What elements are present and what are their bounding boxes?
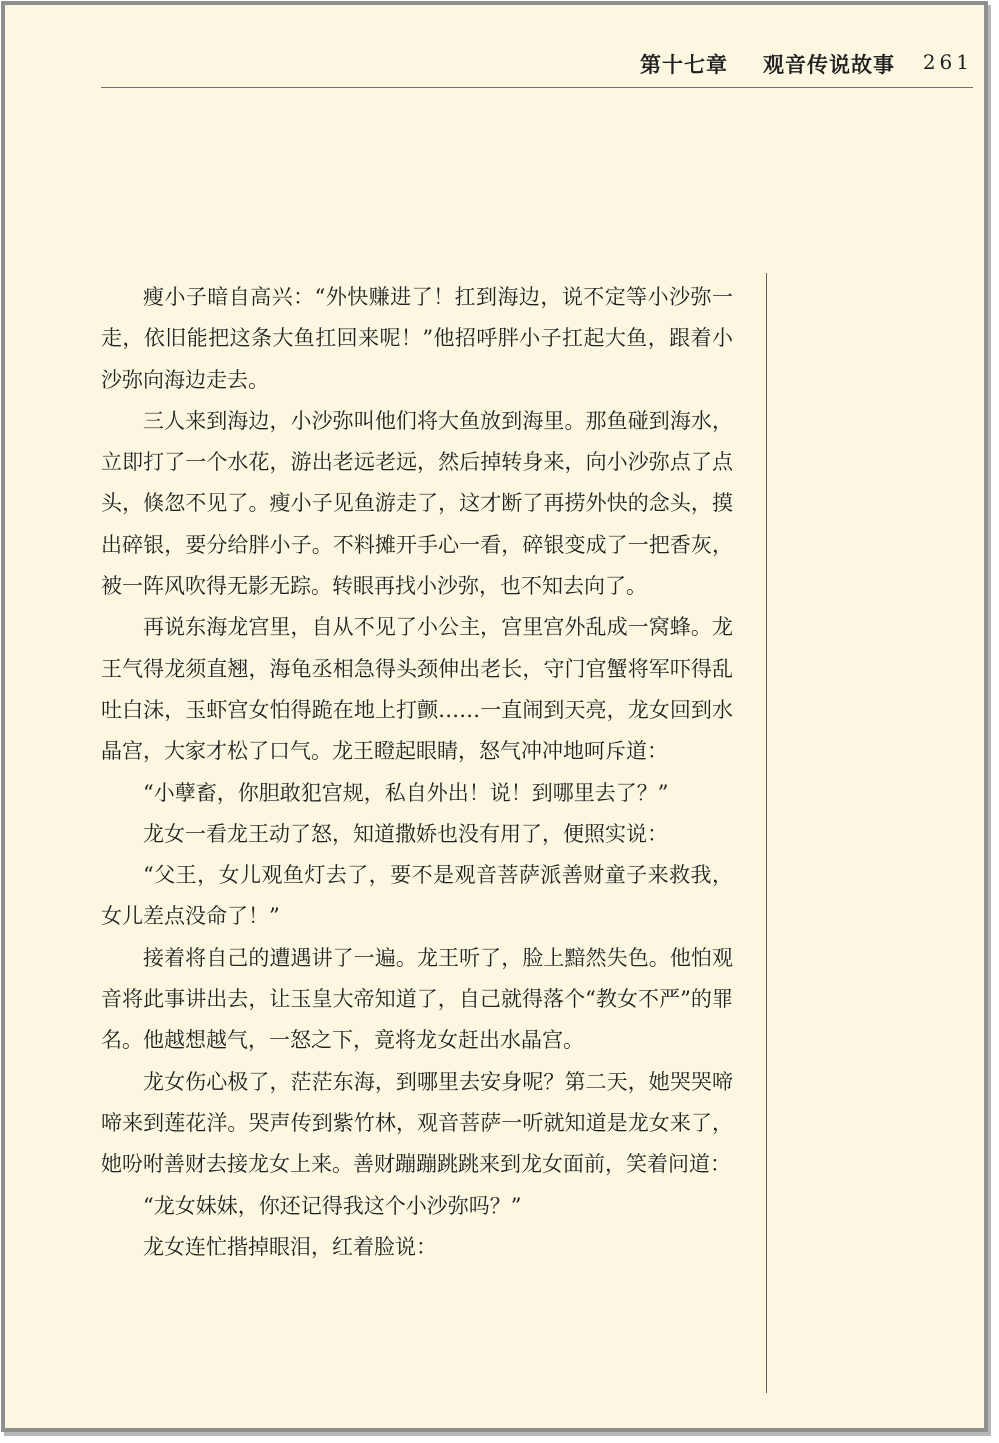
body-text: [101, 277, 733, 1268]
right-margin-rule: [766, 273, 767, 1393]
paragraph: 龙女连忙揩掉眼泪，红着脸说：: [143, 1234, 437, 1259]
chapter-title: 观音传说故事: [763, 52, 895, 77]
chapter-label: 第十七章: [640, 52, 728, 77]
dialogue-paragraph: “龙女妹妹，你还记得我这个小沙弥吗？”: [143, 1193, 522, 1218]
dialogue-paragraph: “父王，女儿观鱼灯去了，要不是观音菩萨派善财童子来救我，女儿差点没命了！”: [101, 863, 733, 929]
paragraph: 再说东海龙宫里，自从不见了小公主，宫里宫外乱成一窝蜂。龙王气得龙须直翘，海龟丞相急得头颈伸出老长，守门官蟹将军吓得乱吐白沫，玉虾宫女怕得跪在地上打颤……一直闹到天亮，龙女回到水晶宫，大家才松了口气。龙王瞪起眼睛，怒气冲冲地呵斥道：: [101, 615, 733, 764]
paragraph: 龙女一看龙王动了怒，知道撒娇也没有用了，便照实说：: [143, 821, 668, 846]
paragraph: 瘦小子暗自高兴：“外快赚进了！扛到海边，说不定等小沙弥一走，依旧能把这条大鱼扛回来呢！”他招呼胖小子扛起大鱼，跟着小沙弥向海边走去。: [101, 285, 733, 392]
page-number: 261: [922, 50, 973, 74]
dialogue-paragraph: “小孽畜，你胆敢犯宫规，私自外出！说！到哪里去了？”: [143, 780, 669, 805]
running-header: [5, 49, 973, 83]
paragraph: 三人来到海边，小沙弥叫他们将大鱼放到海里。那鱼碰到海水，立即打了一个水花，游出老远老远，然后掉转身来，向小沙弥点了点头，倏忽不见了。瘦小子见鱼游走了，这才断了再捞外快的念头，摸出碎银，要分给胖小子。不料摊开手心一看，碎银变成了一把香灰，被一阵风吹得无影无踪。转眼再找小沙弥，也不知去向了。: [101, 408, 733, 599]
book-page: [1, 1, 988, 1432]
paragraph: 接着将自己的遭遇讲了一遍。龙王听了，脸上黯然失色。他怕观音将此事讲出去，让玉皇大帝知道了，自己就得落个“教女不严”的罪名。他越想越气，一怒之下，竟将龙女赶出水晶宫。: [101, 945, 733, 1053]
paragraph: 龙女伤心极了，茫茫东海，到哪里去安身呢？第二天，她哭哭啼啼来到莲花洋。哭声传到紫竹林，观音菩萨一听就知道是龙女来了，她吩咐善财去接龙女上来。善财蹦蹦跳跳来到龙女面前，笑着问道：: [101, 1069, 733, 1177]
header-divider: [101, 87, 973, 88]
